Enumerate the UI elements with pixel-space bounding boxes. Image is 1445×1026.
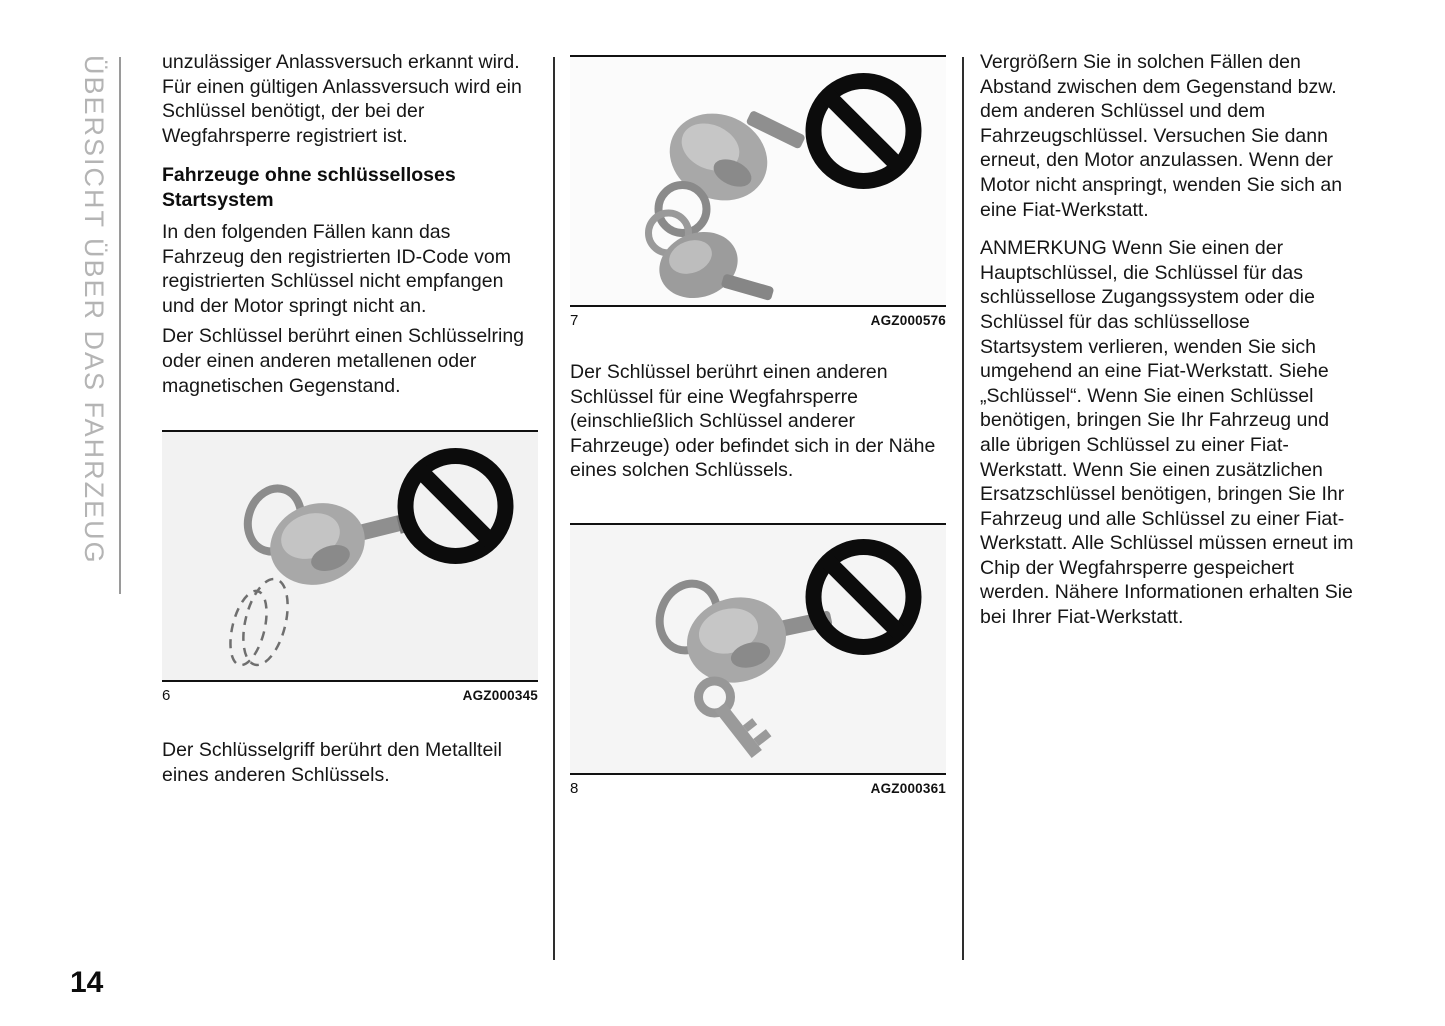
column-divider-2 [962, 57, 964, 960]
column-1 [162, 50, 538, 787]
section-heading: Fahrzeuge ohne schlüsselloses Startsystem [162, 164, 456, 212]
paragraph: Der Schlüsselgriff berührt den Metallteil eines anderen Schlüssels. [162, 739, 502, 786]
paragraph: Vergrößern Sie in solchen Fällen den Abstand zwischen dem Gegenstand bzw. dem anderen Schlüssel und dem Fahrzeugschlüssel. Versuchen Sie dann erneut, den Motor anzulassen. Wenn der Motor nicht anspringt, wenden Sie sich an eine Fiat-Werkstatt. [980, 51, 1343, 221]
figure-6-image [162, 430, 538, 682]
figure-8-caption [570, 775, 946, 797]
figure-number: 8 [570, 779, 579, 797]
prohibition-icon [814, 547, 914, 647]
prohibition-icon [814, 81, 914, 181]
column-divider-1 [553, 57, 555, 960]
page-number: 14 [70, 966, 104, 999]
chapter-vertical-label: ÜBERSICHT ÜBER DAS FAHRZEUG [79, 55, 109, 565]
column-3 [980, 50, 1358, 630]
figure-number: 6 [162, 687, 171, 705]
sidebar-rule [119, 57, 121, 594]
figure-8 [570, 523, 946, 797]
figure-6 [162, 430, 538, 704]
figure-number: 7 [570, 312, 579, 329]
key-illustration [224, 482, 414, 670]
key-illustration [651, 575, 833, 758]
figure-code: AGZ000576 [870, 313, 946, 328]
figure-code: AGZ000361 [870, 780, 946, 796]
paragraph: In den folgenden Fällen kann das Fahrzeug den registrierten ID-Code vom registrierten Schlüssel nicht empfangen und der Motor springt nicht an. [162, 220, 511, 317]
column-2 [570, 55, 946, 797]
figure-code: AGZ000345 [462, 688, 538, 704]
figure-7-image [570, 55, 946, 307]
figure-8-image [570, 523, 946, 775]
keys-illustration [649, 98, 806, 305]
prohibition-icon [406, 456, 506, 556]
paragraph: Der Schlüssel berührt einen anderen Schlüssel für eine Wegfahrsperre (einschließlich Schlüssel anderer Fahrzeuge) oder befindet sich in der Nähe eines solchen Schlüssels. [570, 361, 936, 482]
note-paragraph: ANMERKUNG Wenn Sie einen der Hauptschlüssel, die Schlüssel für das schlüssellose Zugangssystem oder die Schlüssel für das schlüssellose Startsystem verlieren, wenden Sie sich umgehend an eine Fiat-Werkstatt. Siehe „Schlüssel“. Wenn Sie einen Schlüssel benötigen, bringen Sie Ihr Fahrzeug und alle übrigen Schlüssel zu einer Fiat-Werkstatt. Wenn Sie einen zusätzlichen Ersatzschlüssel benötigen, bringen Sie Ihr Fahrzeug und alle Schlüssel zu einer Fiat-Werkstatt. Alle Schlüssel müssen erneut im Chip der Wegfahrsperre gespeichert werden. Nähere Informationen erhalten Sie bei Ihrer Fiat-Werkstatt. [980, 237, 1354, 629]
paragraph: Der Schlüssel berührt einen Schlüsselring oder einen anderen metallenen oder magnetischen Gegenstand. [162, 325, 525, 397]
figure-7 [570, 55, 946, 329]
figure-6-caption [162, 682, 538, 704]
paragraph: unzulässiger Anlassversuch erkannt wird. Für einen gültigen Anlassversuch wird ein Schlüssel benötigt, der bei der Wegfahrsperre registriert ist. [162, 51, 522, 147]
figure-7-caption [570, 307, 946, 329]
